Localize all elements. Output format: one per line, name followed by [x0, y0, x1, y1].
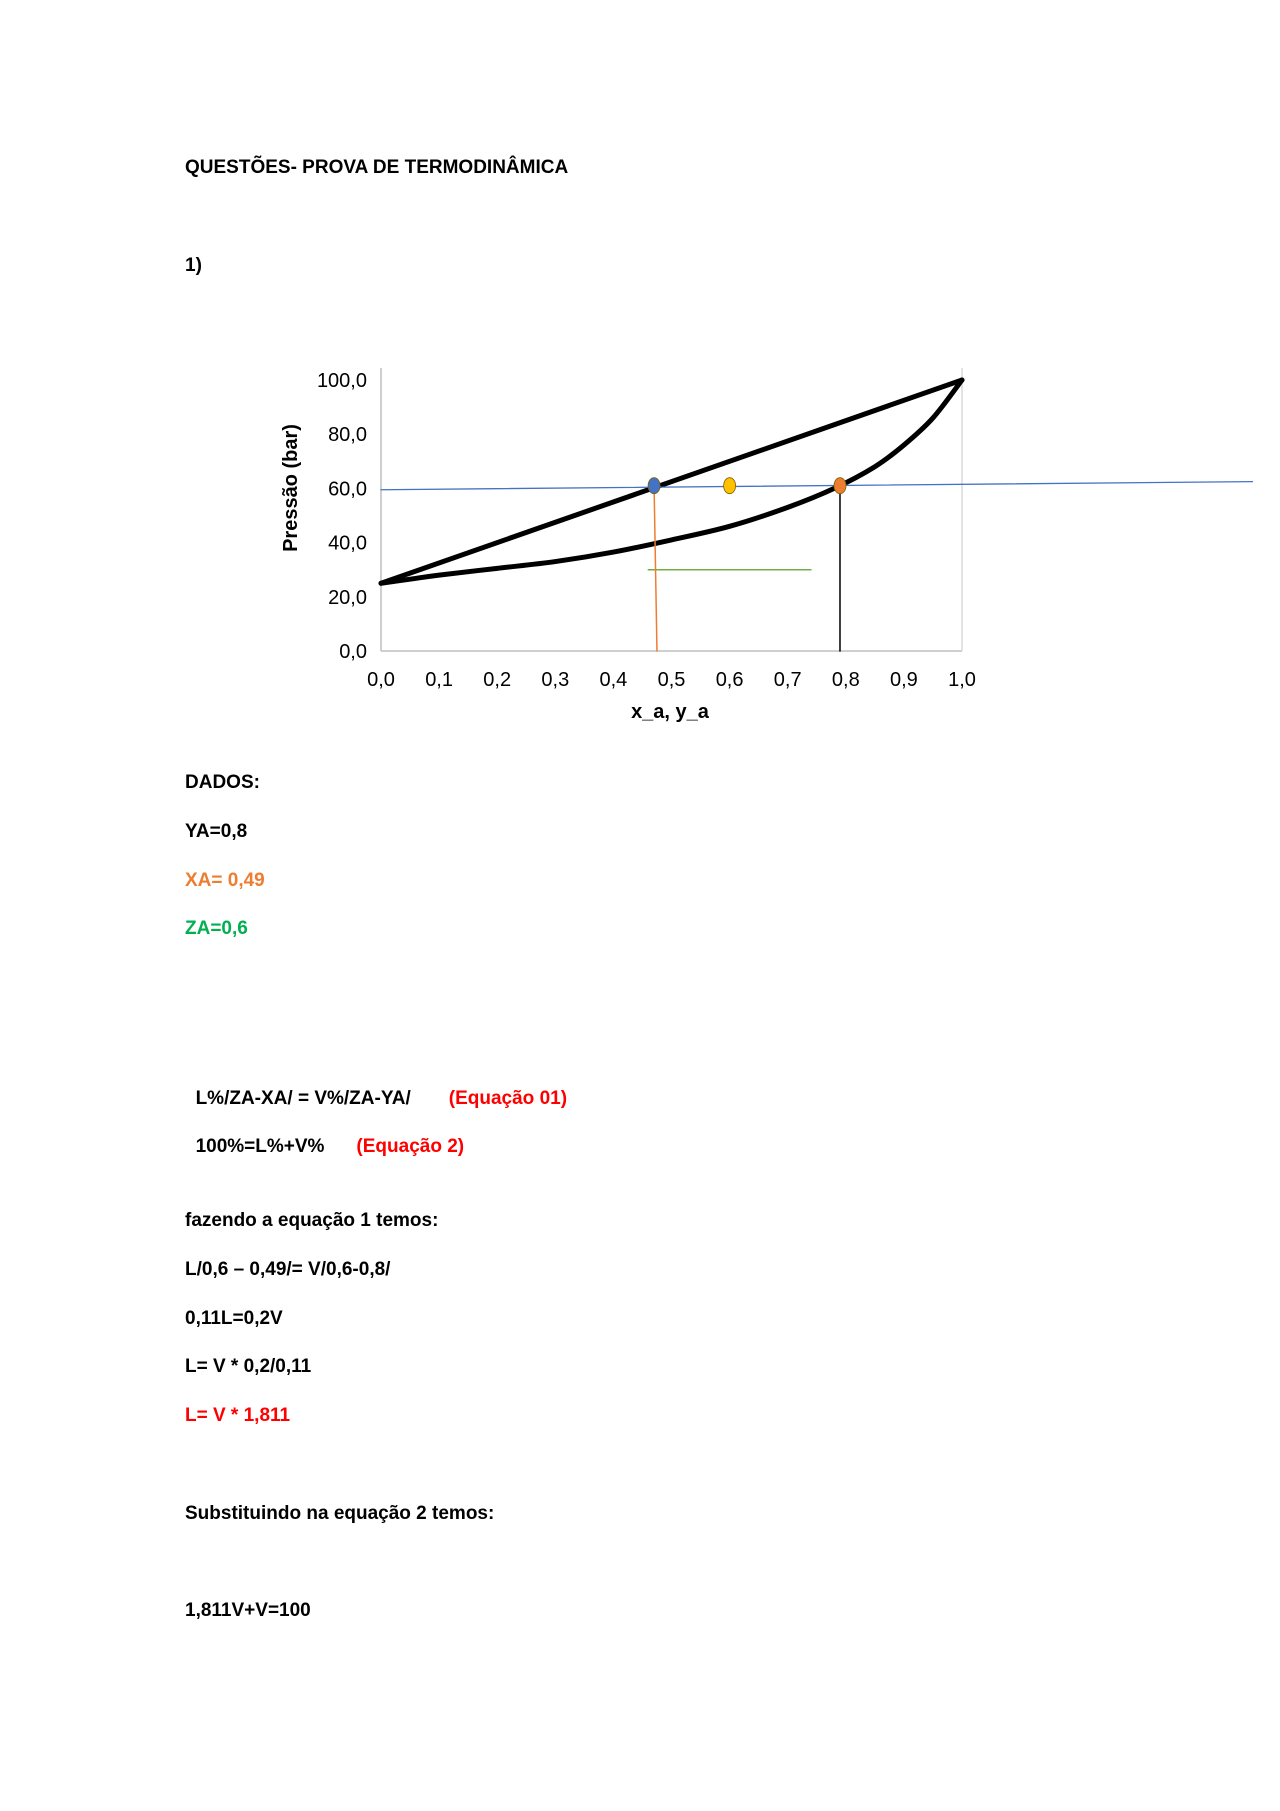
- x-tick-label: 0,1: [425, 669, 454, 691]
- plot-layer: [317, 368, 1253, 691]
- y-tick-label: 40,0: [328, 532, 367, 555]
- y-tick-label: 20,0: [328, 586, 367, 609]
- phase-diagram-chart: [0, 0, 1280, 760]
- xa-drop: [654, 486, 657, 651]
- y-tick-label: 100,0: [316, 370, 367, 392]
- solution-result: L= V * 1,811: [185, 1405, 291, 1426]
- x-tick-label: 0,2: [483, 669, 512, 691]
- equation-1: [185, 1063, 567, 1111]
- x-tick-label: 0,6: [715, 669, 744, 691]
- pressure-tie-line: [381, 482, 1253, 490]
- dados-heading: DADOS:: [185, 772, 260, 793]
- bubble-line: [381, 380, 962, 583]
- solution-step-1: L/0,6 – 0,49/= V/0,6-0,8/: [185, 1259, 391, 1280]
- y-tick-label: 80,0: [328, 424, 367, 447]
- y-tick-label: 60,0: [328, 478, 367, 501]
- x-tick-label: 0,4: [599, 669, 628, 691]
- equation-1-label: (Equação 01): [448, 1088, 568, 1109]
- document-title: QUESTÕES- PROVA DE TERMODINÂMICA: [185, 157, 569, 178]
- x-tick-label: 0,7: [773, 669, 802, 691]
- y-tick-label: 0,0: [339, 641, 367, 663]
- xa-point: [648, 478, 660, 494]
- x-tick-label: 1,0: [948, 669, 976, 691]
- dados-ya: YA=0,8: [185, 821, 248, 842]
- ya-point: [834, 478, 846, 494]
- equation-2-text: 100%=L%+V%: [195, 1136, 325, 1157]
- x-tick-label: 0,8: [831, 669, 860, 691]
- solution-step-3: L= V * 0,2/0,11: [185, 1356, 312, 1377]
- x-tick-label: 0,5: [657, 669, 686, 691]
- x-axis-label: x_a, y_a: [631, 701, 709, 723]
- equation-2: [185, 1111, 464, 1159]
- substitute-text: Substituindo na equação 2 temos:: [185, 1503, 495, 1524]
- final-equation: 1,811V+V=100: [185, 1600, 311, 1621]
- x-tick-label: 0,0: [367, 669, 395, 691]
- x-tick-label: 0,3: [541, 669, 570, 691]
- x-tick-label: 0,9: [889, 669, 918, 691]
- za-point: [724, 478, 736, 494]
- solution-step-2: 0,11L=0,2V: [185, 1308, 283, 1329]
- y-axis-label: Pressão (bar): [280, 424, 302, 552]
- solution-intro: fazendo a equação 1 temos:: [185, 1210, 439, 1231]
- question-number: 1): [185, 255, 202, 276]
- dados-za: ZA=0,6: [185, 918, 248, 939]
- dados-xa: XA= 0,49: [185, 870, 265, 891]
- equation-1-text: L%/ZA-XA/ = V%/ZA-YA/: [195, 1088, 411, 1109]
- equation-2-label: (Equação 2): [356, 1136, 465, 1157]
